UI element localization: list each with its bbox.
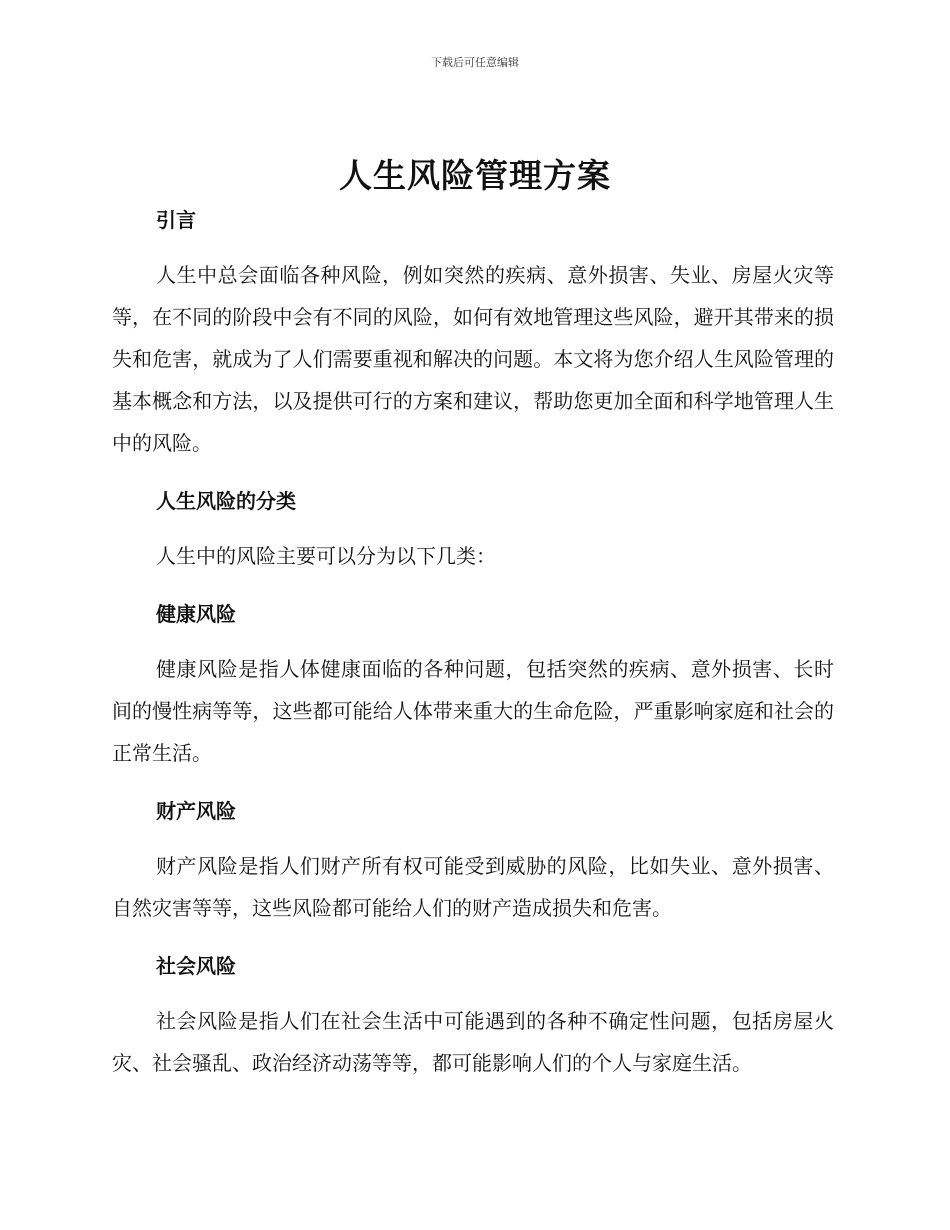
section-heading-introduction: 引言 [156, 208, 196, 232]
document-title: 人生风险管理方案 [339, 156, 611, 195]
section-paragraph-risk-categories: 人生中的风险主要可以分为以下几类： [156, 544, 496, 568]
section-paragraph-health-risk: 健康风险是指人体健康面临的各种问题，包括突然的疾病、意外损害、长时间的慢性病等等，这些都可能给人体带来重大的生命危险，严重影响家庭和社会的正常生活。 [112, 657, 834, 765]
document-body [112, 200, 834, 1084]
section-paragraph-social-risk: 社会风险是指人们在社会生活中可能遇到的各种不确定性问题，包括房屋火灾、社会骚乱、政治经济动荡等等，都可能影响人们的个人与家庭生活。 [112, 1009, 834, 1075]
section-paragraph-introduction: 人生中总会面临各种风险，例如突然的疾病、意外损害、失业、房屋火灾等等，在不同的阶段中会有不同的风险，如何有效地管理这些风险，避开其带来的损失和危害，就成为了人们需要重视和解决的问题。本文将为您介绍人生风险管理的基本概念和方法，以及提供可行的方案和建议，帮助您更加全面和科学地管理人生中的风险。 [112, 263, 834, 455]
section-heading-social-risk: 社会风险 [156, 954, 236, 978]
header-note: 下载后可任意编辑 [431, 56, 519, 69]
section-heading-property-risk: 财产风险 [156, 799, 236, 823]
section-paragraph-property-risk: 财产风险是指人们财产所有权可能受到威胁的风险，比如失业、意外损害、自然灾害等等，这些风险都可能给人们的财产造成损失和危害。 [112, 854, 834, 920]
section-heading-risk-categories: 人生风险的分类 [156, 489, 296, 513]
section-heading-health-risk: 健康风险 [156, 602, 236, 626]
